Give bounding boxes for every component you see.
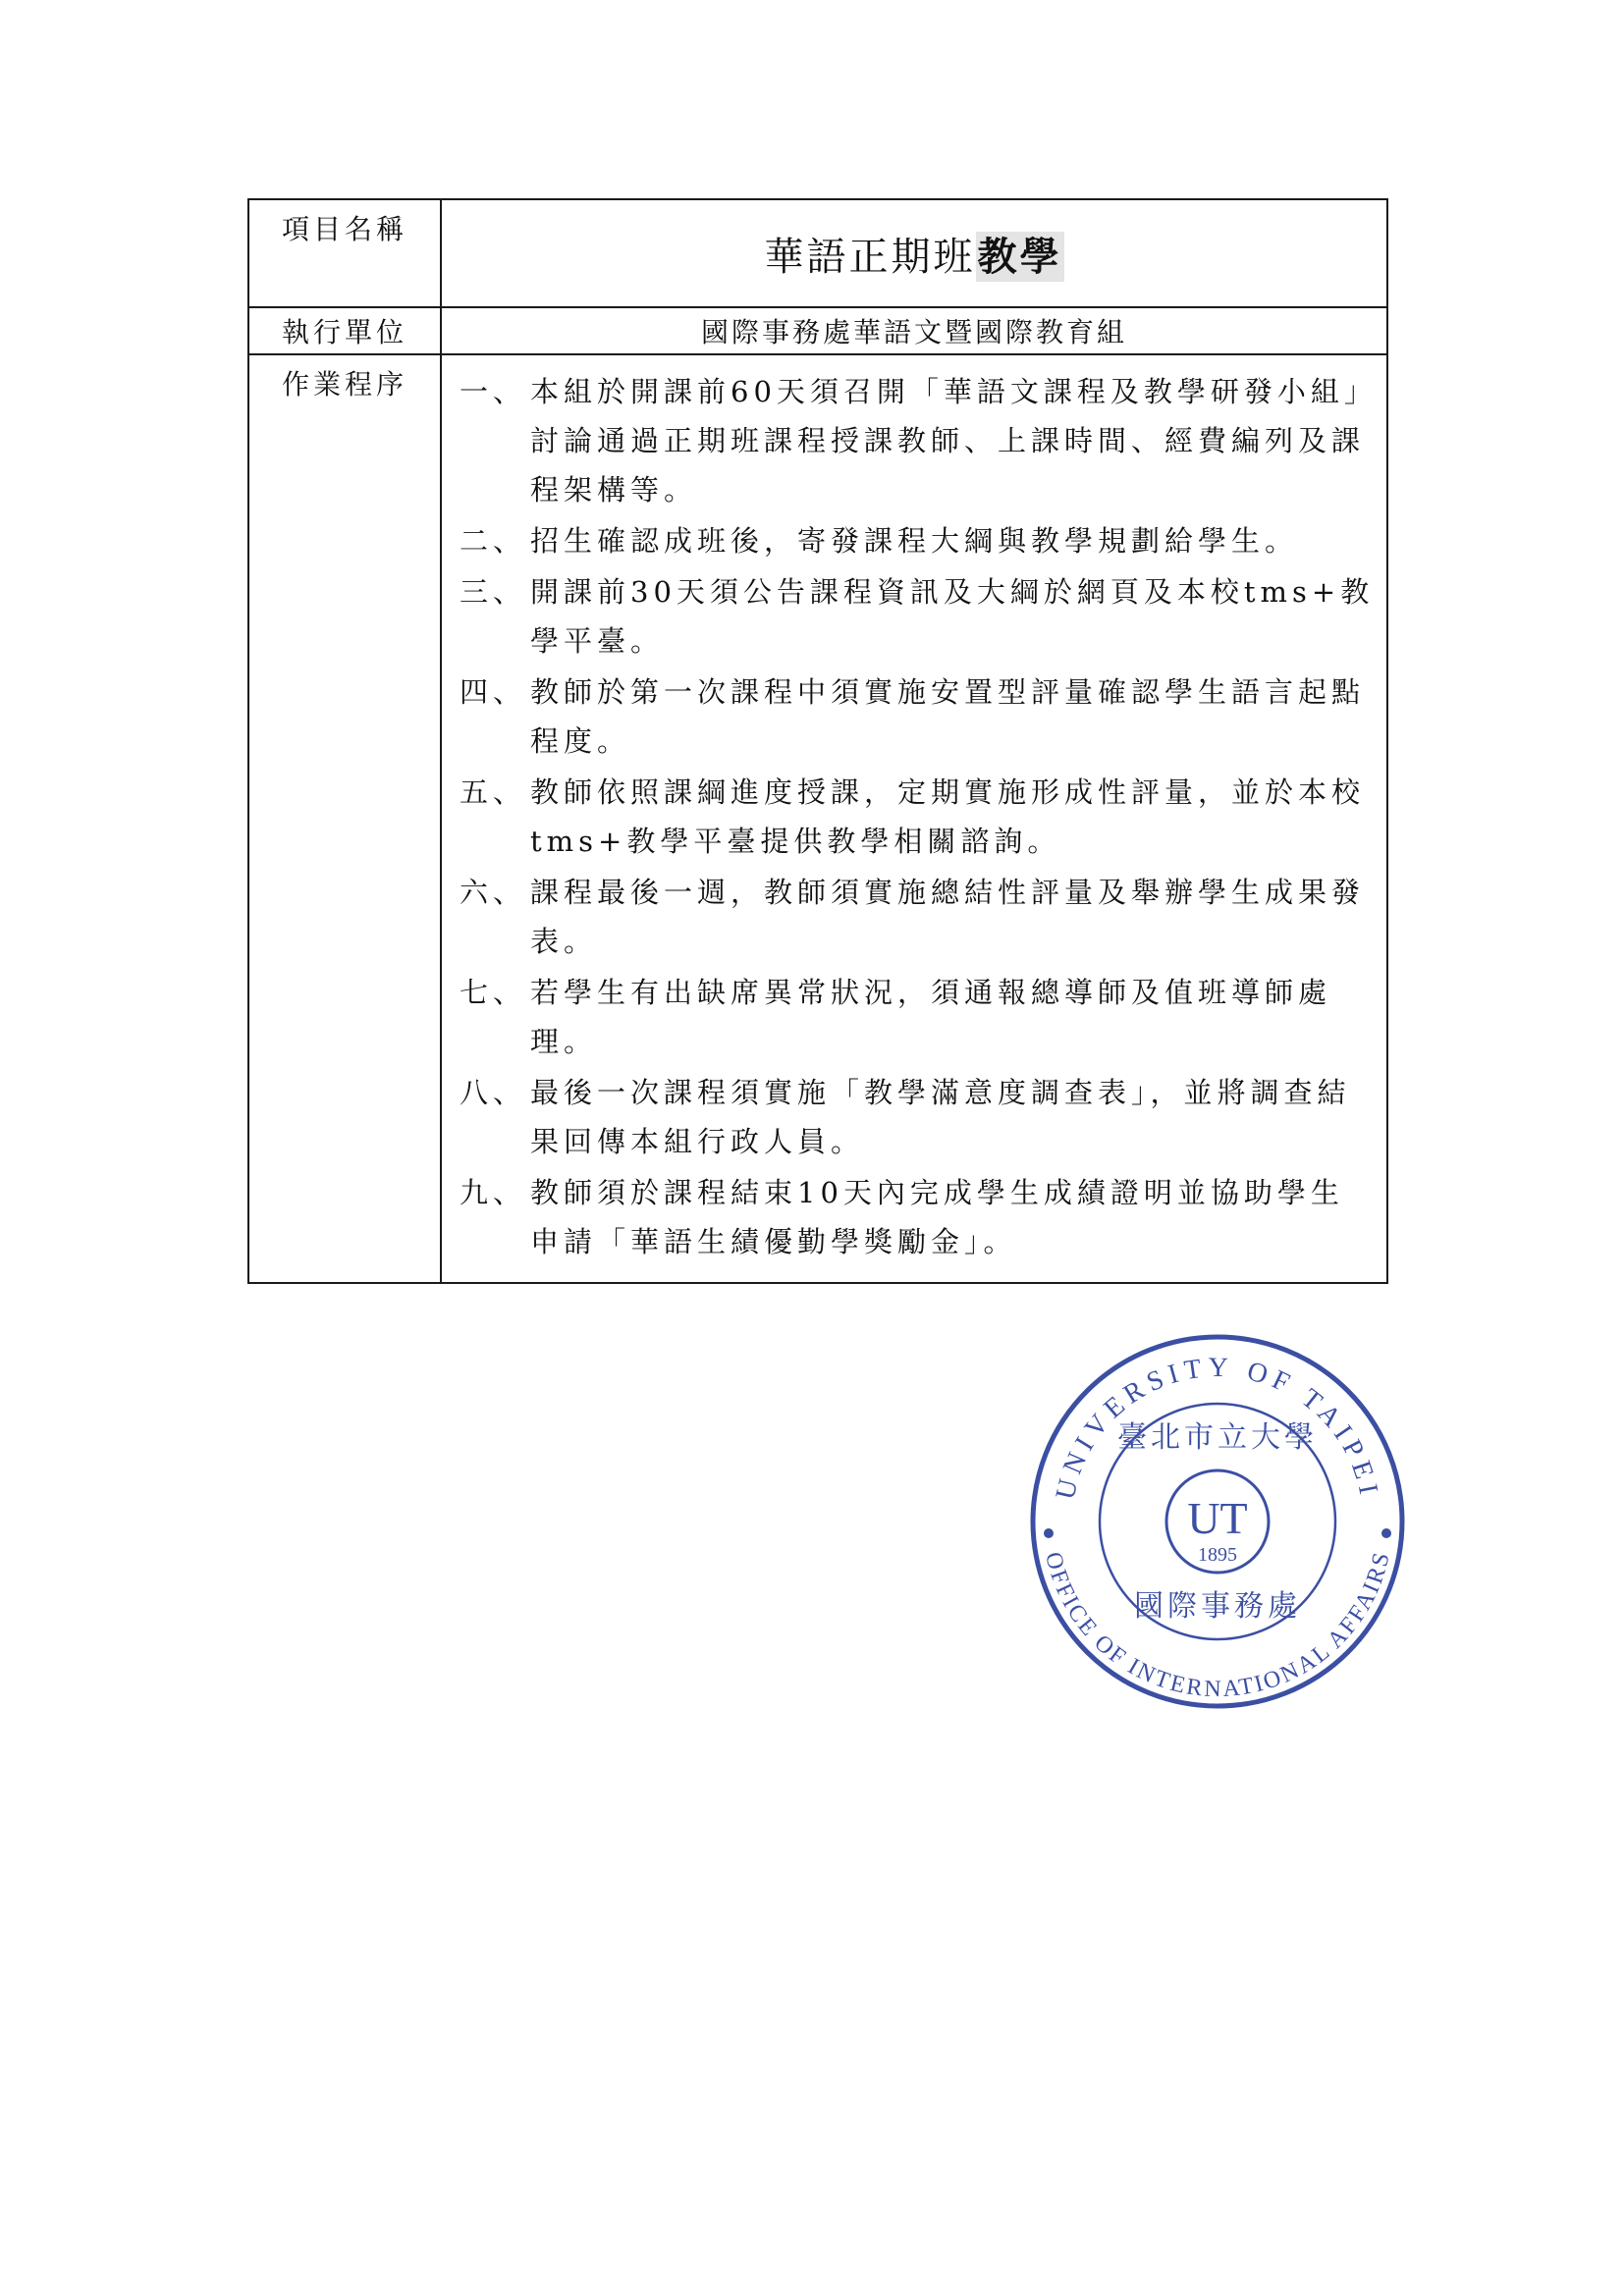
project-name-label: 項目名稱 xyxy=(248,199,441,307)
executing-unit-row xyxy=(248,307,1387,354)
procedure-list xyxy=(441,354,1387,1283)
procedure-number: 二、 xyxy=(460,524,527,558)
procedure-number: 七、 xyxy=(460,976,527,1009)
project-title xyxy=(441,199,1387,307)
seal-inner-bottom-text: 國際事務處 xyxy=(1134,1589,1301,1624)
university-seal xyxy=(1021,1325,1414,1718)
procedure-text: 開課前30天須公告課程資訊及大綱於網頁及本校tms+教學平臺。 xyxy=(530,575,1375,658)
procedure-text: 教師須於課程結束10天內完成學生成績證明並協助學生申請「華語生績優勤學獎勵金」。 xyxy=(530,1176,1344,1258)
procedure-row xyxy=(248,354,1387,1283)
procedure-number: 一、 xyxy=(460,375,527,408)
procedure-item xyxy=(460,868,1377,966)
procedure-number: 六、 xyxy=(460,876,527,909)
procedure-text: 教師依照課綱進度授課，定期實施形成性評量，並於本校tms+教學平臺提供教學相關諮詢。 xyxy=(530,775,1366,858)
procedure-text: 最後一次課程須實施「教學滿意度調查表」，並將調查結果回傳本組行政人員。 xyxy=(530,1076,1351,1158)
procedure-item xyxy=(460,667,1377,766)
procedure-text: 課程最後一週，教師須實施總結性評量及舉辦學生成果發表。 xyxy=(530,876,1366,958)
procedure-number: 八、 xyxy=(460,1076,527,1109)
seal-year-text: 1895 xyxy=(1198,1544,1237,1566)
seal-dot-left xyxy=(1044,1528,1054,1538)
procedure-item xyxy=(460,1168,1377,1266)
procedure-item xyxy=(460,516,1377,565)
project-title-highlight: 教學 xyxy=(977,233,1062,280)
procedure-number: 三、 xyxy=(460,575,527,609)
executing-unit-label: 執行單位 xyxy=(248,307,441,354)
procedure-item xyxy=(460,768,1377,866)
procedure-item xyxy=(460,1068,1377,1166)
procedure-text: 若學生有出缺席異常狀況，須通報總導師及值班導師處理。 xyxy=(530,976,1332,1058)
seal-outer-bottom-text: OFFICE OF INTERNATIONAL AFFAIRS xyxy=(1040,1549,1395,1703)
procedure-item xyxy=(460,567,1377,666)
procedure-text: 教師於第一次課程中須實施安置型評量確認學生語言起點程度。 xyxy=(530,675,1366,758)
procedure-number: 五、 xyxy=(460,775,527,809)
procedure-text: 本組於開課前60天須召開「華語文課程及教學研發小組」討論通過正期班課程授課教師、上課時間、經費編列及課程架構等。 xyxy=(530,375,1366,507)
procedure-item xyxy=(460,367,1377,514)
seal-inner-top-text: 臺北市立大學 xyxy=(1117,1420,1318,1455)
project-title-main: 華語正期班 xyxy=(764,234,976,280)
procedure-number: 九、 xyxy=(460,1176,527,1209)
procedure-item xyxy=(460,968,1377,1066)
seal-dot-right xyxy=(1381,1528,1391,1538)
procedure-label: 作業程序 xyxy=(248,354,441,1283)
seal-logo-text: UT xyxy=(1187,1493,1248,1543)
seal-outer-top-text: UNIVERSITY OF TAIPEI xyxy=(1050,1352,1385,1503)
project-name-row xyxy=(248,199,1387,307)
procedure-number: 四、 xyxy=(460,675,527,709)
procedure-text: 招生確認成班後，寄發課程大綱與教學規劃給學生。 xyxy=(530,524,1299,558)
procedure-table xyxy=(247,198,1388,1284)
executing-unit-value: 國際事務處華語文暨國際教育組 xyxy=(441,307,1387,354)
